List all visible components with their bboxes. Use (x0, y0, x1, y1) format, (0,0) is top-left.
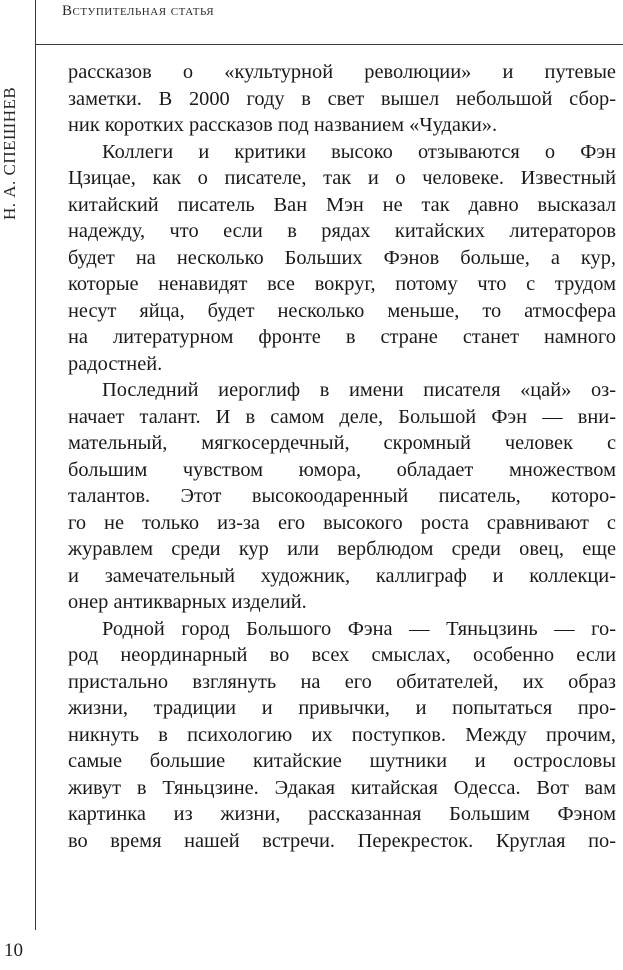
text-line: китайский писатель Ван Мэн не так давно высказал (68, 193, 616, 216)
text-line: мательный, мягкосердечный, скромный человек с (68, 432, 616, 454)
text-line: картинка из жизни, рассказанная Большим Фэном (68, 803, 616, 825)
text-line: никнуть в психологию их поступков. Между прочим, (68, 723, 616, 746)
text-line: и замечательный художник, каллиграф и коллекци- (68, 564, 616, 587)
text-line: во время нашей встречи. Перекресток. Круглая по- (68, 829, 616, 852)
text-line: жизни, традиции и привычки, и попытаться про- (68, 697, 616, 719)
text-line: Последний иероглиф в имени писателя «цай» оз- (102, 379, 616, 401)
text-line: большим чувством юмора, обладает множеством (68, 458, 616, 481)
text-line: пристально взглянуть на его обитателей, их образ (68, 670, 616, 693)
running-head: Вступительная статья (62, 3, 215, 19)
page-number: 10 (4, 940, 23, 961)
text-line: которые ненавидят все вокруг, потому что с трудом (68, 273, 616, 295)
text-line: Коллеги и критики высоко отзываются о Фэн (102, 140, 616, 163)
text-line: заметки. В 2000 году в свет вышел небольшой сбор- (68, 87, 616, 110)
text-line: живут в Тяньцзине. Эдакая китайская Одесса. Вот вам (68, 776, 616, 799)
text-line: будет на несколько Больших Фэнов больше, а кур, (68, 246, 616, 269)
text-line: рассказов о «культурной революции» и путевые (68, 61, 616, 83)
text-line: Родной город Большого Фэна — Тяньцзинь — го- (102, 617, 616, 640)
side-author-name: Н. А. СПЕШНЕВ (0, 86, 19, 220)
text-line: ник коротких рассказов под названием «Чудаки». (68, 114, 498, 136)
text-line: самые большие китайские шутники и острословы (68, 750, 616, 772)
text-line: журавлем среди кур или верблюдом среди овец, еще (68, 538, 616, 560)
text-line: несут яйца, будет несколько меньше, то атмосфера (68, 299, 616, 322)
text-line: надежду, что если в рядах китайских литераторов (68, 220, 616, 242)
header-rule (36, 44, 623, 45)
text-line: онер антикварных изделий. (68, 591, 307, 613)
body-text (68, 59, 616, 854)
text-line: род неординарный во всех смыслах, особенно если (68, 644, 616, 666)
text-line: начает талант. И в самом деле, Большой Фэн — вни- (68, 405, 616, 428)
text-line: радостней. (68, 352, 163, 375)
side-rule (35, 0, 36, 930)
text-line: талантов. Этот высокоодаренный писатель, которо- (68, 485, 616, 507)
text-line: го не только из-за его высокого роста сравнивают с (68, 511, 616, 534)
text-line: Цзицае, как о писателе, так и о человеке. Известный (68, 167, 616, 189)
text-line: на литературном фронте в стране станет намного (68, 326, 616, 348)
